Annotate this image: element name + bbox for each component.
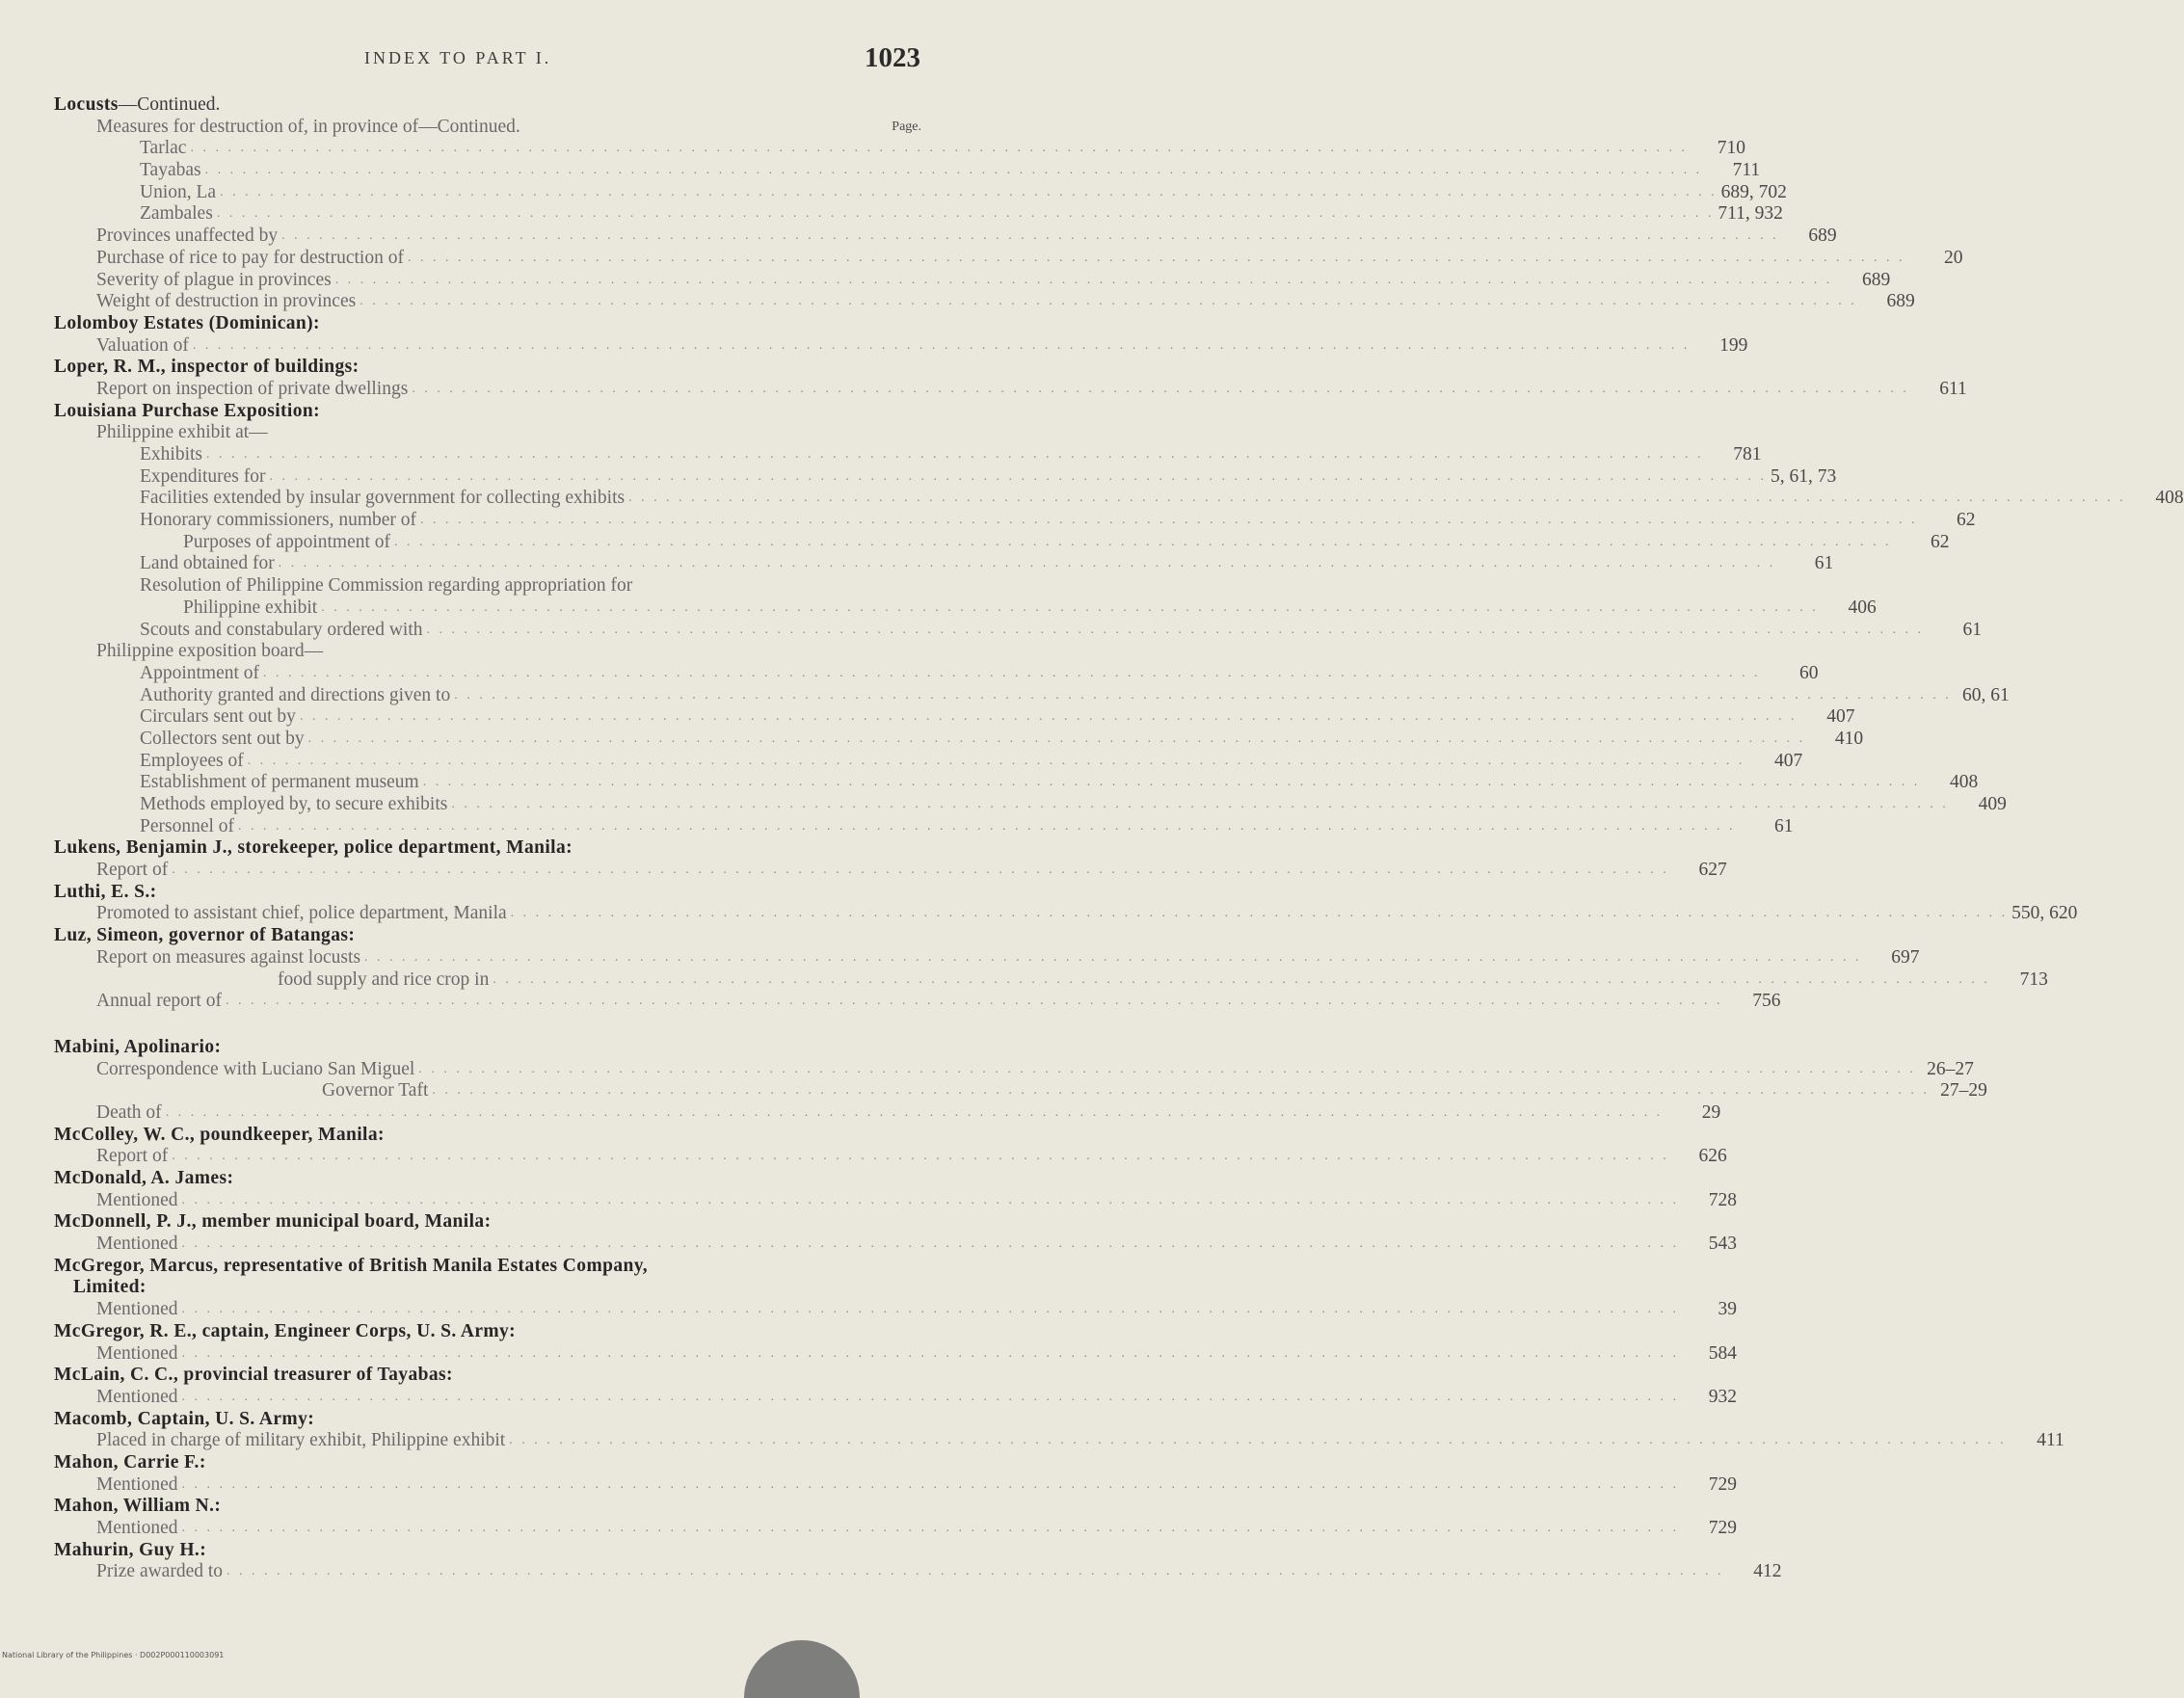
index-line — [54, 1518, 1737, 1540]
index-line — [54, 1037, 921, 1059]
footer-caption: National Library of the Philippines · D002P000110003091 — [2, 1651, 225, 1659]
entry-subentry: Exhibits — [140, 444, 203, 464]
dot-leader: . . . . . . . . . . . . . . . . . . . . . . . . . . . . . . . . . . . . . . . . . . . . . . . . . . . . . . . . . . . . . . . . . . . . . . . . . . . . . . . . . . . . . . . . . . . . . . . . . . . . . . . . . . . . . . . . . . . . . . . . — [263, 665, 1761, 680]
dot-leader: . . . . . . . . . . . . . . . . . . . . . . . . . . . . . . . . . . . . . . . . . . . . . . . . . . . . . . . . . . . . . . . . . . . . . . . . . . . . . . . . . . . . . . . . . . . . . . . . . . . . . . . . . . . . . . . . . . . . . . . . — [422, 775, 1921, 790]
entry-subentry: food supply and rice crop in — [278, 968, 490, 990]
index-line — [54, 1058, 1974, 1081]
index-line — [54, 1409, 921, 1431]
dot-leader: . . . . . . . . . . . . . . . . . . . . . . . . . . . . . . . . . . . . . . . . . . . . . . . . . . . . . . . . . . . . . . . . . . . . . . . . . . . . . . . . . . . . . . . . . . . . . . . . . . . . . . . . . . . . . . . . . . . . . . . . — [181, 1192, 1679, 1207]
dot-leader: . . . . . . . . . . . . . . . . . . . . . . . . . . . . . . . . . . . . . . . . . . . . . . . . . . . . . . . . . . . . . . . . . . . . . . . . . . . . . . . . . . . . . . . . . . . . . . . . . . . . . . . . . . . . . . . . . . . . . . . . — [204, 163, 1703, 178]
index-line — [54, 772, 1979, 794]
entry-subentry: Placed in charge of military exhibit, Philippine exhibit — [96, 1430, 506, 1451]
index-line — [54, 422, 921, 444]
index-line — [54, 1101, 1721, 1125]
dot-leader: . . . . . . . . . . . . . . . . . . . . . . . . . . . . . . . . . . . . . . . . . . . . . . . . . . . . . . . . . . . . . . . . . . . . . . . . . . . . . . . . . . . . . . . . . . . . . . . . . . . . . . . . . . . . . . . . . . . . . . . . — [510, 906, 2009, 921]
page-reference: 697 — [1891, 946, 1920, 968]
index-line — [54, 1211, 921, 1234]
index-line — [54, 1234, 1737, 1256]
entry-subentry: Governor Taft — [322, 1080, 429, 1101]
entry-subentry: Zambales — [140, 203, 213, 225]
entry-heading: McColley, W. C., poundkeeper, Manila: — [54, 1124, 385, 1145]
page-reference: 627 — [1698, 860, 1727, 881]
dot-leader: . . . . . . . . . . . . . . . . . . . . . . . . . . . . . . . . . . . . . . . . . . . . . . . . . . . . . . . . . . . . . . . . . . . . . . . . . . . . . . . . . . . . . . . . . . . . . . . . . . . . . . . . . . . . . . . . . . . . . . . . — [269, 468, 1768, 484]
entry-subentry: Correspondence with Luciano San Miguel — [96, 1058, 415, 1079]
page-reference: 781 — [1733, 444, 1762, 464]
index-line — [54, 1168, 921, 1190]
index-line — [54, 1277, 921, 1299]
index-line — [54, 1365, 921, 1387]
entry-subentry: Valuation of — [96, 334, 189, 356]
dot-leader: . . . . . . . . . . . . . . . . . . . . . . . . . . . . . . . . . . . . . . . . . . . . . . . . . . . . . . . . . . . . . . . . . . . . . . . . . . . . . . . . . . . . . . . . . . . . . . . . . . . . . . . . . . . . . . . . . . . . . . . . — [238, 818, 1736, 834]
dot-leader: . . . . . . . . . . . . . . . . . . . . . . . . . . . . . . . . . . . . . . . . . . . . . . . . . . . . . . . . . . . . . . . . . . . . . . . . . . . . . . . . . . . . . . . . . . . . . . . . . . . . . . . . . . . . . . . . . . . . . . . . — [220, 184, 1718, 199]
entry-heading: McDonald, A. James: — [54, 1168, 234, 1188]
index-line — [54, 531, 1950, 554]
dot-leader: . . . . . . . . . . . . . . . . . . . . . . . . . . . . . . . . . . . . . . . . . . . . . . . . . . . . . . . . . . . . . . . . . . . . . . . . . . . . . . . . . . . . . . . . . . . . . . . . . . . . . . . . . . . . . . . . . . . . . . . . — [278, 556, 1776, 571]
index-entries — [54, 94, 2184, 1583]
index-line — [54, 728, 1864, 751]
dot-leader: . . . . . . . . . . . . . . . . . . . . . . . . . . . . . . . . . . . . . . . . . . . . . . . . . . . . . . . . . . . . . . . . . . . . . . . . . . . . . . . . . . . . . . . . . . . . . . . . . . . . . . . . . . . . . . . . . . . . . . . . — [247, 753, 1745, 768]
entry-heading: Luz, Simeon, governor of Batangas: — [54, 925, 356, 946]
page-reference: 756 — [1752, 991, 1781, 1012]
entry-subentry: Tarlac — [140, 138, 187, 159]
page-reference: 407 — [1774, 750, 1803, 771]
entry-subentry: Authority granted and directions given to — [140, 684, 451, 705]
index-line — [54, 181, 1787, 204]
dot-leader: . . . . . . . . . . . . . . . . . . . . . . . . . . . . . . . . . . . . . . . . . . . . . . . . . . . . . . . . . . . . . . . . . . . . . . . . . . . . . . . . . . . . . . . . . . . . . . . . . . . . . . . . . . . . . . . . . . . . . . . . — [190, 141, 1688, 156]
dot-leader: . . . . . . . . . . . . . . . . . . . . . . . . . . . . . . . . . . . . . . . . . . . . . . . . . . . . . . . . . . . . . . . . . . . . . . . . . . . . . . . . . . . . . . . . . . . . . . . . . . . . . . . . . . . . . . . . . . . . . . . . — [360, 294, 1857, 309]
index-line — [54, 1540, 921, 1562]
dot-leader: . . . . . . . . . . . . . . . . . . . . . . . . . . . . . . . . . . . . . . . . . . . . . . . . . . . . . . . . . . . . . . . . . . . . . . . . . . . . . . . . . . . . . . . . . . . . . . . . . . . . . . . . . . . . . . . . . . . . . . . . — [225, 994, 1723, 1009]
entry-subentry: Provinces unaffected by — [96, 226, 279, 247]
page-reference: 60, 61 — [1961, 684, 2010, 705]
index-line — [54, 837, 921, 860]
dot-leader: . . . . . . . . . . . . . . . . . . . . . . . . . . . . . . . . . . . . . . . . . . . . . . . . . . . . . . . . . . . . . . . . . . . . . . . . . . . . . . . . . . . . . . . . . . . . . . . . . . . . . . . . . . . . . . . . . . . . . . . . — [420, 513, 1918, 528]
dot-leader: . . . . . . . . . . . . . . . . . . . . . . . . . . . . . . . . . . . . . . . . . . . . . . . . . . . . . . . . . . . . . . . . . . . . . . . . . . . . . . . . . . . . . . . . . . . . . . . . . . . . . . . . . . . . . . . . . . . . . . . . — [407, 250, 1905, 265]
dot-leader: . . . . . . . . . . . . . . . . . . . . . . . . . . . . . . . . . . . . . . . . . . . . . . . . . . . . . . . . . . . . . . . . . . . . . . . . . . . . . . . . . . . . . . . . . . . . . . . . . . . . . . . . . . . . . . . . . . . . . . . . — [628, 491, 2126, 506]
entry-subentry: Annual report of — [96, 991, 222, 1012]
entry-heading: McLain, C. C., provincial treasurer of Tayabas: — [54, 1365, 453, 1386]
index-line — [54, 706, 1855, 729]
entry-subentry: Philippine exhibit at— — [96, 422, 268, 443]
dot-leader: . . . . . . . . . . . . . . . . . . . . . . . . . . . . . . . . . . . . . . . . . . . . . . . . . . . . . . . . . . . . . . . . . . . . . . . . . . . . . . . . . . . . . . . . . . . . . . . . . . . . . . . . . . . . . . . . . . . . . . . . — [451, 797, 1949, 811]
entry-subentry: Employees of — [140, 750, 244, 771]
entry-subentry: Mentioned — [96, 1189, 178, 1210]
dot-leader: . . . . . . . . . . . . . . . . . . . . . . . . . . . . . . . . . . . . . . . . . . . . . . . . . . . . . . . . . . . . . . . . . . . . . . . . . . . . . . . . . . . . . . . . . . . . . . . . . . . . . . . . . . . . . . . . . . . . . . . . — [281, 228, 1779, 244]
dot-leader: . . . . . . . . . . . . . . . . . . . . . . . . . . . . . . . . . . . . . . . . . . . . . . . . . . . . . . . . . . . . . . . . . . . . . . . . . . . . . . . . . . . . . . . . . . . . . . . . . . . . . . . . . . . . . . . . . . . . . . . . — [299, 709, 1798, 725]
index-line — [54, 1080, 1987, 1102]
entry-heading: Locusts — [54, 94, 119, 115]
index-line — [54, 444, 1762, 466]
page-reference: 584 — [1708, 1342, 1737, 1364]
entry-subentry: Severity of plague in provinces — [96, 269, 332, 290]
page-reference: 407 — [1826, 706, 1855, 728]
page-reference: 626 — [1698, 1146, 1727, 1167]
index-line — [54, 619, 1983, 642]
index-line — [54, 313, 921, 335]
index-line — [54, 1146, 1727, 1168]
page-reference: 729 — [1708, 1518, 1737, 1538]
dot-leader: . . . . . . . . . . . . . . . . . . . . . . . . . . . . . . . . . . . . . . . . . . . . . . . . . . . . . . . . . . . . . . . . . . . . . . . . . . . . . . . . . . . . . . . . . . . . . . . . . . . . . . . . . . . . . . . . . . . . . . . . — [334, 272, 1833, 287]
page-reference: 61 — [1814, 553, 1834, 574]
entry-heading: Lukens, Benjamin J., storekeeper, police department, Manila: — [54, 837, 573, 859]
dot-leader: . . . . . . . . . . . . . . . . . . . . . . . . . . . . . . . . . . . . . . . . . . . . . . . . . . . . . . . . . . . . . . . . . . . . . . . . . . . . . . . . . . . . . . . . . . . . . . . . . . . . . . . . . . . . . . . . . . . . . . . . — [181, 1345, 1679, 1361]
page-reference: 5, 61, 73 — [1771, 465, 1837, 487]
index-line — [54, 1386, 1737, 1409]
index-line — [54, 203, 1783, 226]
page-reference: 543 — [1708, 1234, 1737, 1255]
dot-leader: . . . . . . . . . . . . . . . . . . . . . . . . . . . . . . . . . . . . . . . . . . . . . . . . . . . . . . . . . . . . . . . . . . . . . . . . . . . . . . . . . . . . . . . . . . . . . . . . . . . . . . . . . . . . . . . . . . . . . . . . — [394, 534, 1892, 549]
entry-subentry: Measures for destruction of, in province of—Continued. — [96, 116, 520, 137]
page-reference: 932 — [1708, 1386, 1737, 1407]
entry-heading: McGregor, Marcus, representative of British Manila Estates Company, — [54, 1255, 649, 1276]
page-reference: 62 — [1957, 510, 1976, 531]
index-line — [54, 1125, 921, 1147]
dot-leader: . . . . . . . . . . . . . . . . . . . . . . . . . . . . . . . . . . . . . . . . . . . . . . . . . . . . . . . . . . . . . . . . . . . . . . . . . . . . . . . . . . . . . . . . . . . . . . . . . . . . . . . . . . . . . . . . . . . . . . . . — [364, 949, 1862, 965]
entry-subentry: Mentioned — [96, 1518, 178, 1538]
index-line — [54, 1342, 1737, 1366]
page-reference: 62 — [1931, 531, 1950, 552]
dot-leader: . . . . . . . . . . . . . . . . . . . . . . . . . . . . . . . . . . . . . . . . . . . . . . . . . . . . . . . . . . . . . . . . . . . . . . . . . . . . . . . . . . . . . . . . . . . . . . . . . . . . . . . . . . . . . . . . . . . . . . . . — [181, 1476, 1679, 1492]
index-line — [54, 882, 921, 904]
index-line — [54, 357, 921, 379]
dot-leader: . . . . . . . . . . . . . . . . . . . . . . . . . . . . . . . . . . . . . . . . . . . . . . . . . . . . . . . . . . . . . . . . . . . . . . . . . . . . . . . . . . . . . . . . . . . . . . . . . . . . . . . . . . . . . . . . . . . . . . . . — [172, 862, 1669, 878]
entry-subentry: Facilities extended by insular government for collecting exhibits — [140, 488, 626, 509]
dot-leader: . . . . . . . . . . . . . . . . . . . . . . . . . . . . . . . . . . . . . . . . . . . . . . . . . . . . . . . . . . . . . . . . . . . . . . . . . . . . . . . . . . . . . . . . . . . . . . . . . . . . . . . . . . . . . . . . . . . . . . . . — [432, 1083, 1930, 1099]
entry-subentry: Philippine exhibit — [183, 597, 318, 618]
index-line — [54, 1452, 921, 1474]
index-line — [54, 138, 1745, 160]
entry-subentry: Report on inspection of private dwellings — [96, 378, 409, 399]
index-line — [54, 226, 1837, 248]
entry-subentry: Prize awarded to — [96, 1561, 224, 1582]
dot-leader: . . . . . . . . . . . . . . . . . . . . . . . . . . . . . . . . . . . . . . . . . . . . . . . . . . . . . . . . . . . . . . . . . . . . . . . . . . . . . . . . . . . . . . . . . . . . . . . . . . . . . . . . . . . . . . . . . . . . . . . . — [181, 1302, 1679, 1317]
entry-heading: Louisiana Purchase Exposition: — [54, 400, 321, 421]
index-line — [54, 860, 1727, 882]
page-reference: 61 — [1774, 815, 1794, 836]
entry-subentry: Expenditures for — [140, 465, 266, 487]
page-reference: 711, 932 — [1718, 203, 1783, 225]
entry-subentry: Promoted to assistant chief, police department, Manila — [96, 903, 507, 924]
index-line — [54, 662, 1819, 685]
page-reference: 711 — [1732, 160, 1761, 181]
index-line — [54, 903, 2078, 925]
dot-leader: . . . . . . . . . . . . . . . . . . . . . . . . . . . . . . . . . . . . . . . . . . . . . . . . . . . . . . . . . . . . . . . . . . . . . . . . . . . . . . . . . . . . . . . . . . . . . . . . . . . . . . . . . . . . . . . . . . . . . . . . — [206, 447, 1704, 462]
entry-subentry: Scouts and constabulary ordered with — [140, 619, 423, 640]
index-line — [54, 641, 921, 663]
dot-leader: . . . . . . . . . . . . . . . . . . . . . . . . . . . . . . . . . . . . . . . . . . . . . . . . . . . . . . . . . . . . . . . . . . . . . . . . . . . . . . . . . . . . . . . . . . . . . . . . . . . . . . . . . . . . . . . . . . . . . . . . — [181, 1236, 1679, 1252]
entry-subentry: Report of — [96, 860, 169, 881]
dot-leader: . . . . . . . . . . . . . . . . . . . . . . . . . . . . . . . . . . . . . . . . . . . . . . . . . . . . . . . . . . . . . . . . . . . . . . . . . . . . . . . . . . . . . . . . . . . . . . . . . . . . . . . . . . . . . . . . . . . . . . . . — [172, 1149, 1669, 1164]
page-reference: 408 — [1949, 772, 1979, 793]
dot-leader: . . . . . . . . . . . . . . . . . . . . . . . . . . . . . . . . . . . . . . . . . . . . . . . . . . . . . . . . . . . . . . . . . . . . . . . . . . . . . . . . . . . . . . . . . . . . . . . . . . . . . . . . . . . . . . . . . . . . . . . . — [216, 206, 1715, 222]
entry-heading: Luthi, E. S.: — [54, 881, 157, 902]
index-line — [54, 334, 1748, 358]
index-line — [54, 946, 1920, 969]
entry-subentry: Mentioned — [96, 1342, 178, 1364]
index-line — [54, 1561, 1782, 1583]
dot-leader: . . . . . . . . . . . . . . . . . . . . . . . . . . . . . . . . . . . . . . . . . . . . . . . . . . . . . . . . . . . . . . . . . . . . . . . . . . . . . . . . . . . . . . . . . . . . . . . . . . . . . . . . . . . . . . . . . . . . . . . . — [454, 687, 1952, 703]
dot-leader: . . . . . . . . . . . . . . . . . . . . . . . . . . . . . . . . . . . . . . . . . . . . . . . . . . . . . . . . . . . . . . . . . . . . . . . . . . . . . . . . . . . . . . . . . . . . . . . . . . . . . . . . . . . . . . . . . . . . . . . . — [418, 1061, 1916, 1076]
page-reference: 410 — [1834, 728, 1864, 749]
page-reference: 409 — [1978, 794, 2007, 814]
dot-leader: . . . . . . . . . . . . . . . . . . . . . . . . . . . . . . . . . . . . . . . . . . . . . . . . . . . . . . . . . . . . . . . . . . . . . . . . . . . . . . . . . . . . . . . . . . . . . . . . . . . . . . . . . . . . . . . . . . . . . . . . — [226, 1564, 1724, 1579]
entry-subentry: Methods employed by, to secure exhibits — [140, 794, 448, 814]
index-line — [54, 1430, 2064, 1452]
header-title: INDEX TO PART I. — [364, 48, 552, 67]
page-reference: 713 — [2019, 968, 2048, 990]
entry-subentry: Mentioned — [96, 1234, 178, 1255]
entry-subentry: Philippine exposition board— — [96, 641, 324, 662]
entry-subentry: Appointment of — [140, 662, 260, 683]
index-line — [54, 1256, 921, 1278]
entry-heading: McGregor, R. E., captain, Engineer Corps, U. S. Army: — [54, 1320, 517, 1341]
running-header — [0, 44, 986, 83]
index-line — [54, 1321, 921, 1343]
page-reference: 408 — [2155, 488, 2184, 509]
page-reference: 199 — [1719, 334, 1748, 356]
entry-subentry: Tayabas — [140, 160, 201, 181]
page-reference: 27–29 — [1940, 1080, 1987, 1101]
page-reference: 611 — [1939, 378, 1967, 399]
page-reference: 689 — [1861, 269, 1891, 290]
index-line — [54, 815, 1794, 838]
dot-leader: . . . . . . . . . . . . . . . . . . . . . . . . . . . . . . . . . . . . . . . . . . . . . . . . . . . . . . . . . . . . . . . . . . . . . . . . . . . . . . . . . . . . . . . . . . . . . . . . . . . . . . . . . . . . . . . . . . . . . . . . — [307, 730, 1806, 746]
index-line — [54, 401, 921, 423]
page-reference: 20 — [1943, 247, 1963, 268]
entry-subentry: Mentioned — [96, 1299, 178, 1320]
index-line — [54, 597, 1877, 620]
page-column-label: Page. — [892, 119, 921, 134]
index-line — [54, 925, 921, 947]
dark-corner-mark — [744, 1640, 860, 1698]
entry-heading: McDonnell, P. J., member municipal board, Manila: — [54, 1211, 492, 1233]
entry-subentry: Purposes of appointment of — [183, 531, 391, 552]
index-line — [54, 1299, 1737, 1321]
index-line — [54, 553, 1834, 575]
page-number: 1023 — [865, 42, 920, 73]
entry-subentry: Mentioned — [96, 1473, 178, 1495]
index-line — [54, 991, 1781, 1013]
index-line — [54, 575, 921, 597]
dot-leader: . . . . . . . . . . . . . . . . . . . . . . . . . . . . . . . . . . . . . . . . . . . . . . . . . . . . . . . . . . . . . . . . . . . . . . . . . . . . . . . . . . . . . . . . . . . . . . . . . . . . . . . . . . . . . . . . . . . . . . . . — [509, 1433, 2007, 1448]
page-reference: 39 — [1718, 1299, 1737, 1320]
page-reference: 61 — [1962, 619, 1983, 640]
entry-subentry: Personnel of — [140, 815, 235, 836]
index-line — [54, 465, 1837, 489]
index-line — [54, 160, 1761, 182]
index-line — [54, 291, 1915, 313]
index-line — [54, 378, 1967, 401]
entry-subentry: Establishment of permanent museum — [140, 772, 419, 793]
page-reference: 689, 702 — [1720, 181, 1787, 202]
entry-subentry: Land obtained for — [140, 553, 275, 574]
entry-heading: Mahurin, Guy H.: — [54, 1539, 207, 1560]
page-reference: 710 — [1717, 138, 1745, 159]
dot-leader: . . . . . . . . . . . . . . . . . . . . . . . . . . . . . . . . . . . . . . . . . . . . . . . . . . . . . . . . . . . . . . . . . . . . . . . . . . . . . . . . . . . . . . . . . . . . . . . . . . . . . . . . . . . . . . . . . . . . . . . . — [192, 337, 1691, 353]
entry-heading: Mahon, William N.: — [54, 1496, 222, 1517]
entry-heading: Macomb, Captain, U. S. Army: — [54, 1408, 315, 1429]
page-reference: 689 — [1886, 291, 1915, 312]
entry-subentry: Union, La — [140, 181, 217, 202]
page-reference: 60 — [1799, 662, 1819, 683]
entry-subentry: Circulars sent out by — [140, 706, 296, 728]
dot-leader: . . . . . . . . . . . . . . . . . . . . . . . . . . . . . . . . . . . . . . . . . . . . . . . . . . . . . . . . . . . . . . . . . . . . . . . . . . . . . . . . . . . . . . . . . . . . . . . . . . . . . . . . . . . . . . . . . . . . . . . . — [181, 1389, 1679, 1404]
dot-leader: . . . . . . . . . . . . . . . . . . . . . . . . . . . . . . . . . . . . . . . . . . . . . . . . . . . . . . . . . . . . . . . . . . . . . . . . . . . . . . . . . . . . . . . . . . . . . . . . . . . . . . . . . . . . . . . . . . . . . . . . — [412, 381, 1909, 396]
index-line — [54, 117, 921, 139]
entry-subentry: Resolution of Philippine Commission regarding appropriation for — [140, 575, 633, 597]
index-line — [54, 94, 921, 117]
page-reference: 729 — [1708, 1473, 1737, 1495]
index-line — [54, 968, 2048, 992]
page-reference: 728 — [1708, 1189, 1737, 1210]
entry-subentry: Mentioned — [96, 1386, 178, 1407]
index-line — [54, 247, 1963, 270]
entry-heading: Loper, R. M., inspector of buildings: — [54, 357, 360, 378]
entry-subentry: Collectors sent out by — [140, 728, 305, 749]
entry-continued: —Continued. — [118, 94, 221, 115]
index-line — [54, 269, 1891, 292]
page-reference: 29 — [1701, 1101, 1721, 1123]
index-line — [54, 1473, 1737, 1497]
index-line — [54, 1189, 1737, 1212]
index-line — [54, 1496, 921, 1518]
entry-subentry: Death of — [96, 1101, 162, 1123]
entry-heading: Mahon, Carrie F.: — [54, 1451, 206, 1472]
page-reference: 550, 620 — [2011, 903, 2078, 924]
page-reference: 26–27 — [1927, 1058, 1974, 1079]
dot-leader: . . . . . . . . . . . . . . . . . . . . . . . . . . . . . . . . . . . . . . . . . . . . . . . . . . . . . . . . . . . . . . . . . . . . . . . . . . . . . . . . . . . . . . . . . . . . . . . . . . . . . . . . . . . . . . . . . . . . . . . . — [321, 599, 1819, 615]
dot-leader: . . . . . . . . . . . . . . . . . . . . . . . . . . . . . . . . . . . . . . . . . . . . . . . . . . . . . . . . . . . . . . . . . . . . . . . . . . . . . . . . . . . . . . . . . . . . . . . . . . . . . . . . . . . . . . . . . . . . . . . . — [426, 622, 1925, 637]
entry-subentry: Report of — [96, 1146, 169, 1167]
entry-heading: Limited: — [73, 1277, 146, 1298]
dot-leader: . . . . . . . . . . . . . . . . . . . . . . . . . . . . . . . . . . . . . . . . . . . . . . . . . . . . . . . . . . . . . . . . . . . . . . . . . . . . . . . . . . . . . . . . . . . . . . . . . . . . . . . . . . . . . . . . . . . . . . . . — [493, 971, 1990, 987]
entry-heading: Lolomboy Estates (Dominican): — [54, 312, 320, 333]
index-line — [54, 1013, 921, 1037]
index-line — [54, 794, 2007, 816]
index-line — [54, 750, 1803, 773]
page-reference: 689 — [1808, 226, 1837, 247]
page-reference: 411 — [2037, 1430, 2064, 1451]
page-reference: 406 — [1848, 597, 1877, 618]
entry-subentry: Weight of destruction in provinces — [96, 291, 357, 312]
page-reference: 412 — [1753, 1561, 1782, 1582]
index-line — [54, 510, 1976, 532]
dot-leader: . . . . . . . . . . . . . . . . . . . . . . . . . . . . . . . . . . . . . . . . . . . . . . . . . . . . . . . . . . . . . . . . . . . . . . . . . . . . . . . . . . . . . . . . . . . . . . . . . . . . . . . . . . . . . . . . . . . . . . . . — [181, 1521, 1679, 1535]
dot-leader: . . . . . . . . . . . . . . . . . . . . . . . . . . . . . . . . . . . . . . . . . . . . . . . . . . . . . . . . . . . . . . . . . . . . . . . . . . . . . . . . . . . . . . . . . . . . . . . . . . . . . . . . . . . . . . . . . . . . . . . . — [165, 1104, 1664, 1120]
entry-heading: Mabini, Apolinario: — [54, 1036, 222, 1057]
entry-subentry: Report on measures against locusts — [96, 946, 361, 968]
index-line — [54, 488, 2184, 510]
entry-subentry: Purchase of rice to pay for destruction of — [96, 247, 404, 268]
index-line — [54, 684, 2010, 707]
entry-subentry: Honorary commissioners, number of — [140, 510, 417, 531]
